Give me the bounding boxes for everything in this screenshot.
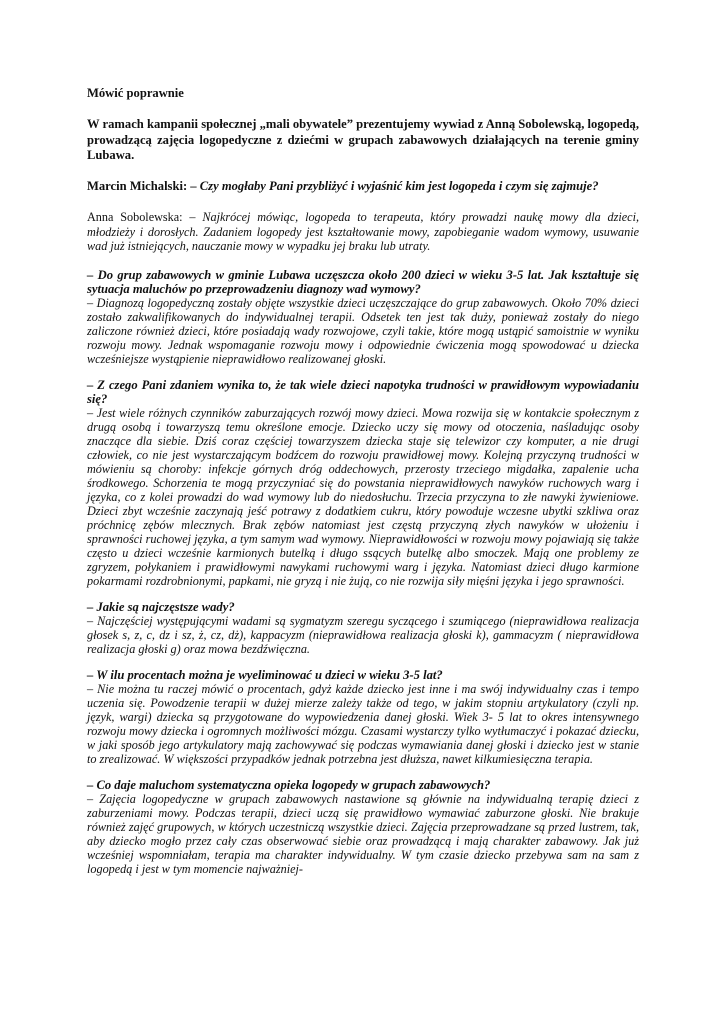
question-3: – Jakie są najczęstsze wady?	[87, 600, 235, 615]
intro-paragraph: W ramach kampanii społecznej „mali obywatele” prezentujemy wywiad z Anną Sobolewską, logopedą, prowadzącą zajęcia logopedyczne z dziećmi w grupach zabawowych działających na terenie gminy Lubawa.	[87, 117, 639, 162]
question-text: – Czy mogłaby Pani przybliżyć i wyjaśnić kim jest logopeda i czym się zajmuje?	[190, 178, 599, 193]
interviewer-name: Marcin Michalski:	[87, 178, 188, 193]
qa-block-5	[87, 778, 639, 876]
answer-1: – Diagnozą logopedyczną zostały objęte wszystkie dzieci uczęszczające do grup zabawowych. Około 70% dzieci zostało zakwalifikowanych do indywidualnej terapii. Odsetek ten jest tak duży, ponieważ zostały do niego zaliczone również dzieci, które posiadają wady rozwojowe, czyli takie, które mogą ustąpić samoistnie w wyniku rozwoju mowy. Jednak wspomaganie rozwoju mowy i odpowiednie ćwiczenia mogą spowodować u dziecka wcześniejsze wystąpienie nieprawidłowo realizowanej głoski.	[87, 296, 639, 367]
qa-block-3	[87, 600, 639, 656]
qa-block-4	[87, 668, 639, 766]
question-1: – Do grup zabawowych w gminie Lubawa uczęszcza około 200 dzieci w wieku 3-5 lat. Jak kształtuje się sytuacja maluchów po przeprowadzeniu diagnozy wad wymowy?	[87, 268, 639, 297]
answer-2: – Jest wiele różnych czynników zaburzających rozwój mowy dzieci. Mowa rozwija się w kontakcie społecznym z drugą osobą i towarzyszą temu określone emocje. Dziecko uczy się mowy od otoczenia, naśladując osoby znaczące dla siebie. Dziś coraz częściej towarzyszem dziecka staje się telewizor czy komputer, a nie drugi człowiek, co nie jest wystarczającym bodźcem do rozwoju prawidłowej mowy. Kolejną przyczyną trudności w mówieniu są choroby: infekcje górnych dróg oddechowych, przerosty trzeciego migdałka, zapalenie ucha środkowego. Schorzenia te mogą przyczyniać się do powstania nieprawidłowych nawyków ruchowych warg i języka, co z kolei prowadzi do wad wymowy lub do niedosłuchu. Trzecia przyczyna to złe nawyki żywieniowe. Dzieci zbyt wcześnie zaczynają jeść potrawy z dodatkiem cukru, który powoduje wczesne ubytki szkliwa oraz próchnicę zębów mlecznych. Brak zębów natomiast jest częstą przyczyną złych nawyków w ułożeniu i sprawności ruchowej języka, a tym samym wad wymowy. Nieprawidłowości w rozwoju mowy pojawiają się także często u dzieci wcześnie karmionych butelką i długo ssących butelkę albo smoczek. Mają one problemy ze zgryzem, połykaniem i prawidłowymi nawykami ruchowymi warg i języka. Natomiast dzieci długo karmione pokarmami rozdrobnionymi, papkami, nie gryzą i nie żują, co nie rozwija siły mięśni języka i jego sprawności.	[87, 406, 639, 589]
first-answer	[87, 210, 639, 254]
qa-block-1	[87, 268, 639, 366]
answer-4: – Nie można tu raczej mówić o procentach, gdyż każde dziecko jest inne i ma swój indywidualny czas i tempo uczenia się. Powodzenie terapii w dużej mierze zależy także od tego, w jakim stopniu artykulatory (czyli np. język, wargi) dziecka są przygotowane do wypowiedzenia danej głoski. Wiek 3- 5 lat to okres intensywnego rozwoju mowy dziecka i ogromnych możliwości mózgu. Czasami wystarczy tylko wytłumaczyć i pokazać dziecku, w jaki sposób jego artykulatory mają zachowywać się podczas wymawiania danej głoski i dziecko jest w stanie to zrealizować. W większości przypadków jednak potrzebna jest dłuższa, nawet kilkumiesięczna terapia.	[87, 682, 639, 767]
document-title: Mówić poprawnie	[87, 86, 184, 100]
answer-3: – Najczęściej występującymi wadami są sygmatyzm szeregu syczącego i szumiącego (nieprawidłowa realizacja głosek s, z, c, dz i sz, ż, cz, dż), kappacyzm (nieprawidłowa realizacja głoski k), gammacyzm ( nieprawidłowa realizacja głoski g) oraz mowa bezdźwięczna.	[87, 614, 639, 657]
question-4: – W ilu procentach można je wyeliminować u dzieci w wieku 3-5 lat?	[87, 668, 443, 683]
qa-block-2	[87, 378, 639, 588]
question-2: – Z czego Pani zdaniem wynika to, że tak wiele dzieci napotyka trudności w prawidłowym wypowiadaniu się?	[87, 378, 639, 407]
answer-5: – Zajęcia logopedyczne w grupach zabawowych nastawione są głównie na indywidualną terapię dzieci z zaburzeniami mowy. Podczas terapii, dzieci uczą się prawidłowo wymawiać zaburzone głoski. Nie brakuje również zajęć grupowych, w których uczestniczą wszystkie dzieci. Zajęcia przeprowadzane są przed lustrem, tak, aby dziecko mogło przez cały czas obserwować siebie oraz prowadzącą i mają charakter zabawowy. Jak już wcześniej wspomniałam, terapia ma charakter indywidualny. W tym czasie dziecko przebywa sam na sam z logopedą i jest w tym momencie najważniej-	[87, 792, 639, 877]
answer-text: – Najkrócej mówiąc, logopeda to terapeuta, który prowadzi naukę mowy dla dzieci, młodzieży i dorosłych. Zadaniem logopedy jest kształtowanie mowy, zapobieganie wadom wymowy, usuwanie wad już istniejących, nauczanie mowy w wypadku jej braku lub utraty.	[87, 210, 640, 254]
respondent-name: Anna Sobolewska:	[87, 210, 183, 224]
first-question	[87, 179, 639, 195]
question-5: – Co daje maluchom systematyczna opieka logopedy w grupach zabawowych?	[87, 778, 491, 793]
